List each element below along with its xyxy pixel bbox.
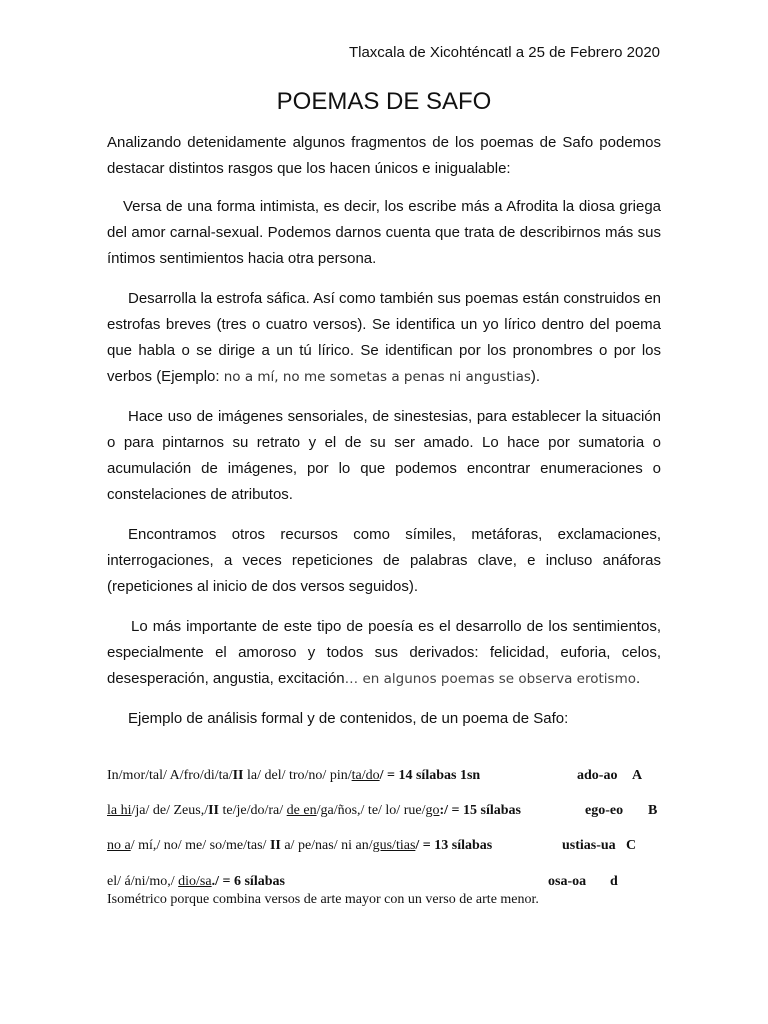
page-title: POEMAS DE SAFO [276, 88, 492, 115]
caesura-mark: II [269, 838, 281, 853]
rhyme-letter: d [610, 874, 618, 889]
paragraph-ejemplo: Ejemplo de análisis formal y de contenidos, de un poema de Safo: [128, 710, 569, 727]
rhyme-underline: la hi [107, 803, 132, 818]
paragraph-estrofa-safica [107, 286, 661, 390]
paragraph-imagenes: Hace uso de imágenes sensoriales, de sinestesias, para establecer la situación o para pintarnos su retrato y el de su ser amado. Lo hace por sumatoria o acumulación de imágenes, por lo que podemos encontrar enumeraciones o constelaciones de atributos. [107, 408, 661, 503]
syllable-text: el/ á/ni/mo,/ dio/sa./ = 6 sílabas [107, 874, 285, 889]
paragraph-intimista: Versa de una forma intimista, es decir, los escribe más a Afrodita la diosa griega del amor carnal-sexual. Podemos darnos cuenta que trata de describirnos más sus íntimos sentimientos hacia otra persona. [107, 198, 661, 267]
syllable-text: la hi/ja/ de/ Zeus,/II te/je/do/ra/ de en/ga/ños,/ te/ lo/ rue/go:/ = 15 sílabas [107, 803, 521, 818]
paragraph-text: . [635, 670, 641, 687]
synalepha-underline: no a [107, 838, 131, 853]
paragraph-text: Lo más importante de este tipo de poesía es el desarrollo de los sentimientos, especialmente el amoroso y todos sus derivados: felicidad, euforia, celos, desesperación, angustia, excitación [107, 618, 661, 687]
rhyme-pattern: ado-ao [577, 768, 618, 783]
caesura-mark: II [208, 803, 219, 818]
syllable-text: In/mor/tal/ A/fro/di/ta/II la/ del/ tro/no/ pin/ta/do/ = 14 sílabas 1sn [107, 768, 481, 783]
rhyme-underline: go [425, 803, 440, 818]
rhyme-letter: A [632, 768, 643, 783]
syllable-text: no a/ mí,/ no/ me/ so/me/tas/ II a/ pe/nas/ ni an/gus/tias/ = 13 sílabas [107, 838, 493, 853]
rhyme-letter: B [648, 803, 658, 818]
body-text [107, 130, 661, 746]
place-date: Tlaxcala de Xicohténcatl a 25 de Febrero 2020 [348, 44, 660, 61]
rhyme-pattern: osa-oa [548, 874, 587, 889]
rhyme-underline: gus/tias [372, 838, 416, 853]
erotismo-note: … en algunos poemas se observa erotismo [344, 671, 636, 687]
caesura-mark: II [232, 768, 244, 783]
paragraph-sentimientos [107, 614, 661, 692]
synalepha-underline: de en [286, 803, 317, 818]
rhyme-letter: C [626, 838, 637, 853]
paragraph-text: ). [530, 368, 541, 385]
rhyme-pattern: ustias-ua [562, 838, 616, 853]
rhyme-pattern: ego-eo [585, 803, 624, 818]
rhyme-underline: ta/do [351, 768, 380, 783]
example-quote: no a mí, no me sometas a penas ni angustias [223, 369, 531, 385]
isometric-note: Isométrico porque combina versos de arte mayor con un verso de arte menor. [107, 892, 539, 907]
paragraph-intro: Analizando detenidamente algunos fragmentos de los poemas de Safo podemos destacar distintos rasgos que los hacen únicos e inigualable: [107, 134, 661, 177]
rhyme-underline: dio/sa [178, 874, 212, 889]
paragraph-text: Desarrolla la estrofa sáfica. Así como también sus poemas están construidos en estrofas breves (tres o cuatro versos). Se identifica un yo lírico dentro del poema que habla o se dirige a un tú lírico. Se identifican por los pronombres o por los verbos (Ejemplo: [107, 290, 661, 385]
paragraph-recursos: Encontramos otros recursos como símiles, metáforas, exclamaciones, interrogaciones, a veces repeticiones de palabras clave, e incluso anáforas (repeticiones al inicio de dos versos seguidos). [107, 526, 661, 595]
